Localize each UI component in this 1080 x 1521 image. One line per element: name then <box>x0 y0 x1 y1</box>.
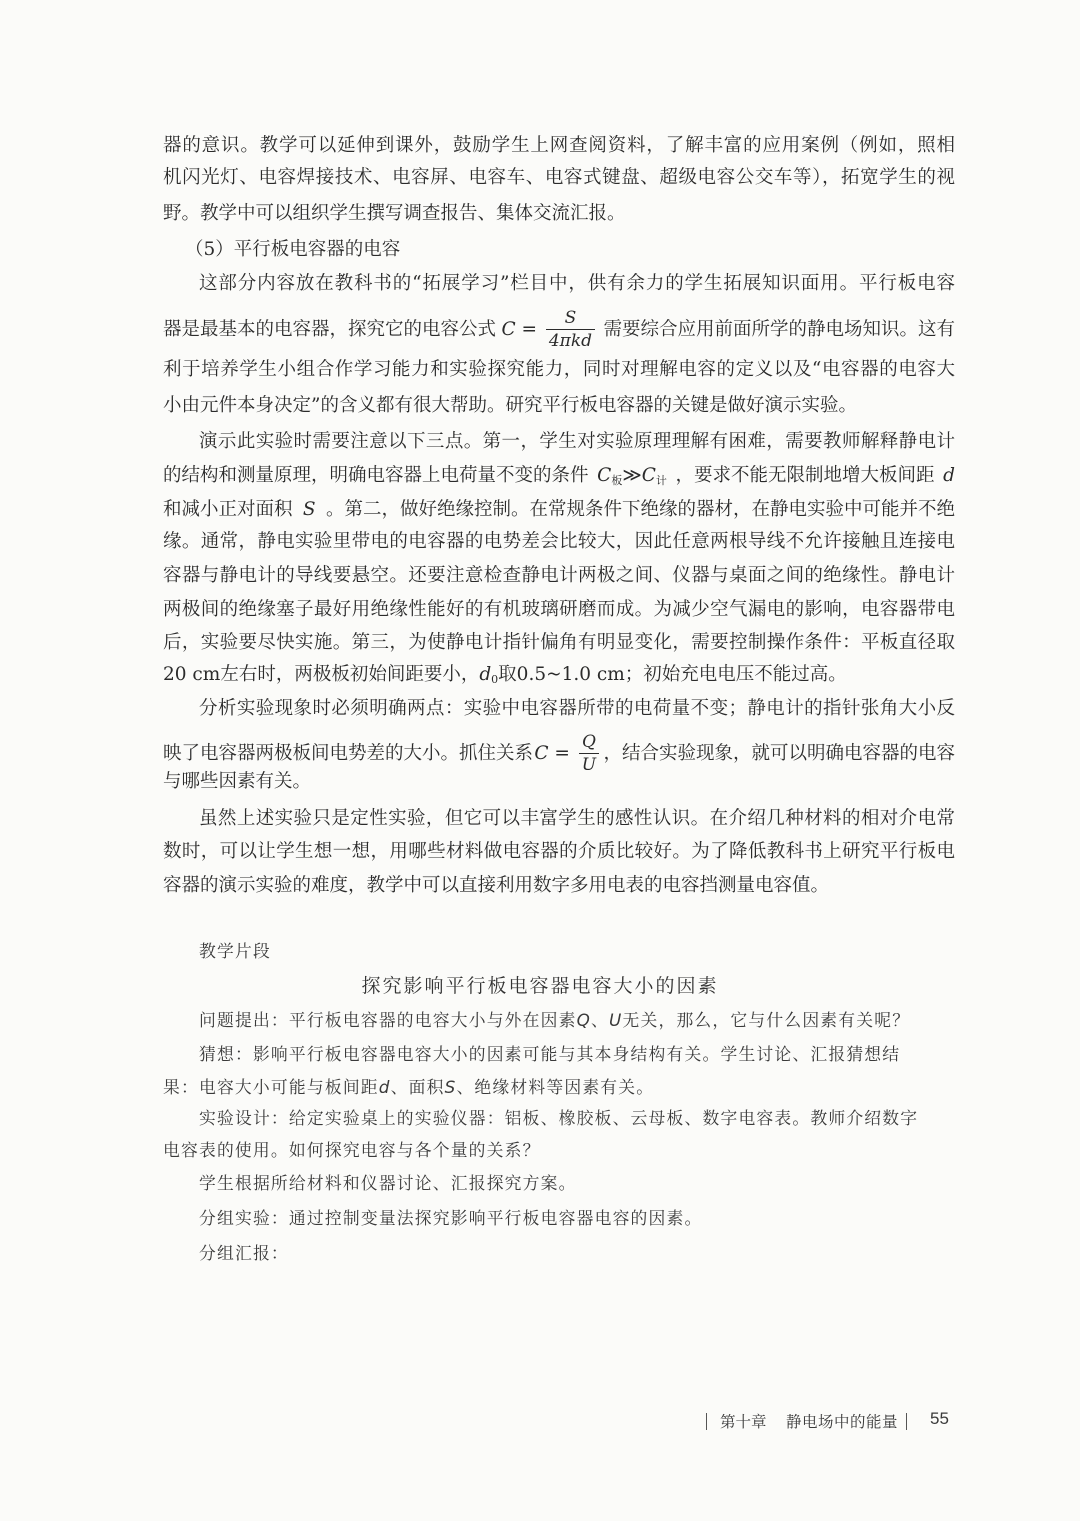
body-line: 分析实验现象时必须明确两点：实验中电容器所带的电荷量不变；静电计的指针张角大小反 <box>199 698 955 719</box>
formula-symbol: S <box>302 499 316 520</box>
text: 、面积 <box>390 1077 445 1097</box>
text: 无关，那么，它与什么因素有关呢？ <box>622 1010 911 1030</box>
formula-equals: = <box>515 319 543 340</box>
body-line: 器的意识。教学可以延伸到课外，鼓励学生上网查阅资料，了解丰富的应用案例（例如，照相 <box>163 135 955 156</box>
body-line: 容器与静电计的导线要悬空。还要注意检查静电计两极之间、仪器与桌面之间的绝缘性。静电计 <box>163 565 955 586</box>
formula-fraction <box>546 310 595 350</box>
body-line: 后，实验要尽快实施。第三，为使静电计指针偏角有明显变化，需要控制操作条件：平板直径取 <box>163 632 955 653</box>
body-line: 演示此实验时需要注意以下三点。第一，学生对实验原理理解有困难，需要教师解释静电计 <box>199 431 955 452</box>
body-line: 虽然上述实验只是定性实验，但它可以丰富学生的感性认识。在介绍几种材料的相对介电常 <box>199 808 955 829</box>
page-footer <box>0 1410 1080 1440</box>
condition-formula <box>597 463 667 494</box>
capacitance-definition-formula <box>534 734 602 774</box>
body-line: 两极间的绝缘塞子最好用绝缘性能好的有机玻璃研磨而成。为减少空气漏电的影响，电容器带电 <box>163 599 955 620</box>
capacitance-formula <box>501 310 598 350</box>
fraction-denominator: U <box>581 755 597 775</box>
section-heading: （5）平行板电容器的电容 <box>185 239 401 260</box>
segment-line: 电容表的使用。如何探究电容与各个量的关系？ <box>163 1140 541 1160</box>
formula-symbol: C <box>534 743 549 764</box>
body-line: 与哪些因素有关。 <box>163 771 312 792</box>
text: ，要求不能无限制地增大板间距 <box>675 465 935 486</box>
text: 需要综合应用前面所学的静电场知识。这有 <box>603 319 955 340</box>
body-line: 数时，可以让学生想一想，用哪些材料做电容器的介质比较好。为了降低教科书上研究平行板电 <box>163 841 955 862</box>
body-line-with-formula <box>163 310 955 350</box>
text: 、 <box>591 1010 610 1030</box>
segment-line: 实验设计：给定实验桌上的实验仪器：铝板、橡胶板、云母板、数字电容表。教师介绍数字 <box>199 1108 919 1128</box>
body-line <box>163 463 955 494</box>
formula-equals: = <box>548 743 576 764</box>
footer-divider <box>706 1413 707 1430</box>
formula-subscript: 0 <box>491 673 499 686</box>
text: 20 cm左右时，两极板初始间距要小， <box>163 664 480 685</box>
segment-line <box>163 1074 654 1100</box>
text: 和减小正对面积 <box>163 499 293 520</box>
text: 问题提出：平行板电容器的电容大小与外在因素 <box>199 1010 577 1030</box>
formula-symbol: S <box>444 1077 457 1097</box>
formula-fraction <box>579 734 599 774</box>
fraction-numerator: S <box>546 310 595 330</box>
body-line: 利于培养学生小组合作学习能力和实验探究能力，同时对理解电容的定义以及“电容器的电容大 <box>163 359 955 380</box>
body-line: 野。教学中可以组织学生撰写调查报告、集体交流汇报。 <box>163 203 626 224</box>
body-line: 机闪光灯、电容焊接技术、电容屏、电容车、电容式键盘、超级电容公交车等），拓宽学生的视 <box>163 167 955 188</box>
formula-symbol: C <box>641 465 656 486</box>
text: 的结构和测量原理，明确电容器上电荷量不变的条件 <box>163 465 589 486</box>
text: ，结合实验现象，就可以明确电容器的电容 <box>603 743 955 764</box>
formula-symbol: d <box>378 1077 391 1097</box>
body-line: 小由元件本身决定”的含义都有很大帮助。研究平行板电容器的关键是做好演示实验。 <box>163 395 857 416</box>
text: 器是最基本的电容器，探究它的电容公式 <box>163 319 497 340</box>
segment-line <box>199 1007 910 1033</box>
footer-divider <box>906 1413 907 1430</box>
segment-line: 猜想：影响平行板电容器电容大小的因素可能与其本身结构有关。学生讨论、汇报猜想结 <box>199 1044 901 1064</box>
formula-symbol: C <box>501 319 516 340</box>
formula-subscript: 计 <box>655 474 667 487</box>
fraction-numerator: Q <box>579 734 599 754</box>
segment-label: 教学片段 <box>199 941 271 961</box>
footer-chapter: 第十章 <box>720 1414 767 1431</box>
text: 。第二，做好绝缘控制。在常规条件下绝缘的器材，在静电实验中可能并不绝 <box>325 499 955 520</box>
segment-line: 学生根据所给材料和仪器讨论、汇报探究方案。 <box>199 1173 577 1193</box>
segment-line: 分组汇报： <box>199 1243 289 1263</box>
formula-symbol: U <box>609 1010 623 1030</box>
much-greater-sign: ≫ <box>622 465 642 486</box>
segment-line: 分组实验：通过控制变量法探究影响平行板电容器电容的因素。 <box>199 1208 703 1228</box>
body-line <box>163 497 955 523</box>
text: 映了电容器两极板间电势差的大小。抓住关系 <box>163 743 534 764</box>
segment-title: 探究影响平行板电容器电容大小的因素 <box>361 975 719 997</box>
text: 取0.5~1.0 cm；初始充电电压不能过高。 <box>498 664 847 685</box>
body-line: 容器的演示实验的难度，教学中可以直接利用数字多用电表的电容挡测量电容值。 <box>163 875 830 896</box>
page-number: 55 <box>930 1409 949 1428</box>
body-line: 这部分内容放在教科书的“拓展学习”栏目中，供有余力的学生拓展知识面用。平行板电容 <box>199 273 955 294</box>
fraction-denominator: 4πkd <box>548 331 593 351</box>
body-line-with-formula <box>163 734 955 774</box>
formula-symbol: d <box>943 465 955 486</box>
text: 、绝缘材料等因素有关。 <box>456 1077 655 1097</box>
formula-symbol: Q <box>576 1010 592 1030</box>
formula-subscript: 板 <box>611 474 623 487</box>
formula-symbol: d <box>479 664 492 685</box>
body-line: 缘。通常，静电实验里带电的电容器的电势差会比较大，因此任意两根导线不允许接触且连接电 <box>163 531 955 552</box>
footer-chapter-title: 静电场中的能量 <box>786 1414 899 1431</box>
body-line <box>163 662 847 693</box>
formula-symbol: C <box>597 465 612 486</box>
text: 果：电容大小可能与板间距 <box>163 1077 379 1097</box>
